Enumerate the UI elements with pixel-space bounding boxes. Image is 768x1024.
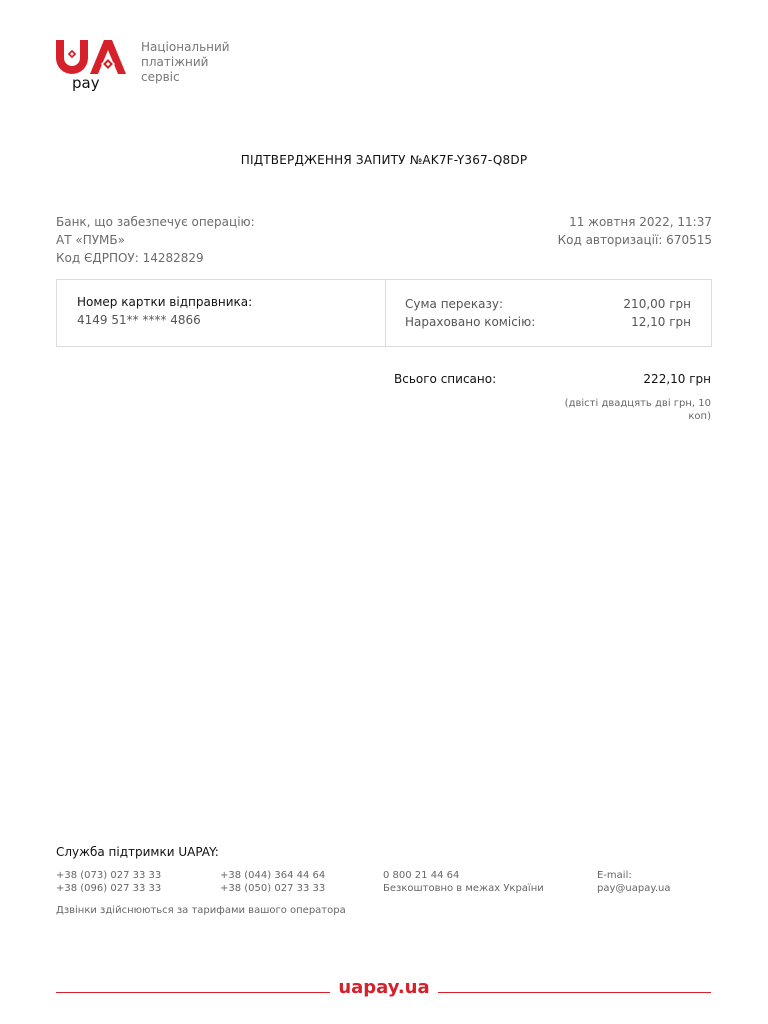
bank-name: АТ «ПУМБ» [56,233,125,247]
service-line-2: платіжний [141,55,209,69]
support-phones-col-2 [220,869,325,895]
fee-value: 12,10 грн [631,315,691,329]
tariff-note: Дзвінки здійснюються за тарифами вашого оператора [56,905,346,916]
transfer-amount-label: Сума переказу: [405,297,504,311]
support-phone[interactable]: +38 (073) 027 33 33 [56,870,162,881]
support-free-line [383,869,544,895]
transaction-datetime: 11 жовтня 2022, 11:37 [569,215,712,229]
footer-rule-right [438,992,711,993]
auth-info [558,213,712,249]
total-value: 222,10 грн [643,372,711,386]
support-title: Служба підтримки UAPAY: [56,845,219,859]
email-link[interactable]: pay@uapay.ua [597,883,671,894]
footer-rule-left [56,992,330,993]
service-line-3: сервіс [141,70,180,84]
box-divider [385,280,386,346]
uapay-logo [54,38,126,94]
bank-info [56,213,255,267]
card-number: 4149 51** **** 4866 [77,313,201,327]
service-line-1: Національний [141,40,230,54]
support-phones-col-1 [56,869,161,895]
transfer-amount-value: 210,00 грн [623,297,691,311]
authorization-code: Код авторизації: 670515 [557,233,712,247]
amount-labels [405,295,535,331]
free-phone[interactable]: 0 800 21 44 64 [383,870,460,881]
amount-values [623,295,691,331]
page-title: ПІДТВЕРДЖЕННЯ ЗАПИТУ №AK7F-Y367-Q8DP [240,153,528,167]
support-phone[interactable]: +38 (050) 027 33 33 [220,883,326,894]
email-label: E-mail: [597,870,632,881]
total-in-words [541,397,711,423]
logo-word: pay [72,74,100,92]
service-caption [141,40,251,85]
card-number-label: Номер картки відправника: [77,295,253,309]
total-words-line-2: коп) [688,411,711,422]
total-label: Всього списано: [394,372,497,386]
free-phone-note: Безкоштовно в межах України [383,883,544,894]
support-email [597,869,670,895]
fee-label: Нараховано комісію: [405,315,536,329]
bank-label: Банк, що забезпечує операцію: [56,215,255,229]
site-link[interactable]: uapay.ua [338,977,430,998]
transfer-details-box [56,279,712,347]
bank-edrpou: Код ЄДРПОУ: 14282829 [56,251,204,265]
support-phone[interactable]: +38 (096) 027 33 33 [56,883,162,894]
support-phone[interactable]: +38 (044) 364 44 64 [220,870,326,881]
total-words-line-1: (двісті двадцять дві грн, 10 [564,398,711,409]
